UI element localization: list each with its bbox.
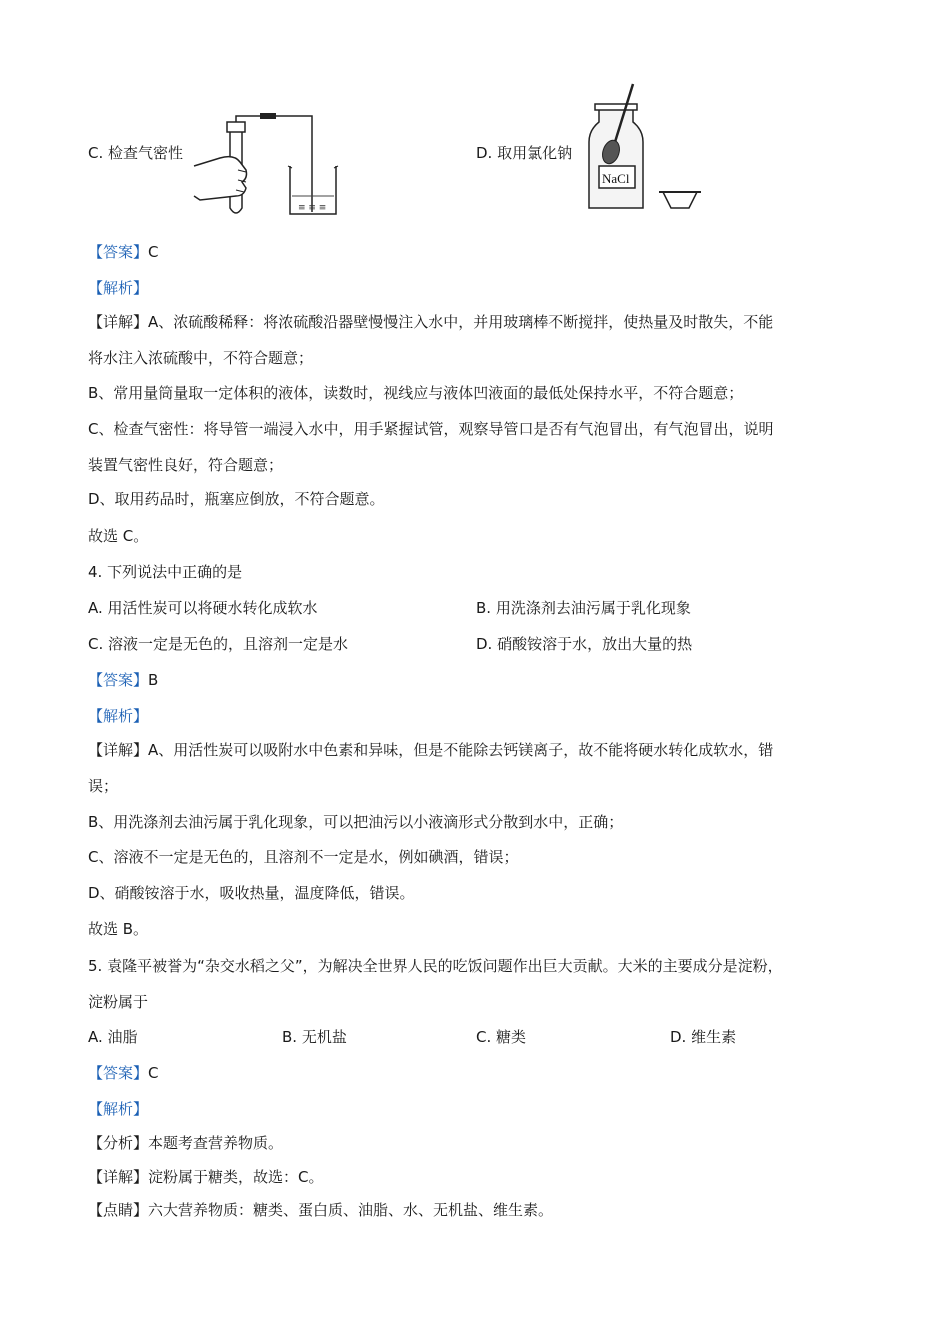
q5-analysis-tag: 【解析】	[88, 1100, 149, 1118]
q3-answer: 【答案】C	[88, 243, 159, 261]
q3-conclusion: 故选 C。	[88, 527, 149, 545]
q5-answer: 【答案】C	[88, 1064, 159, 1082]
q4-conclusion: 故选 B。	[88, 920, 149, 938]
q4-detail-line: 【详解】A、用活性炭可以吸附水中色素和异味，但是不能除去钙镁离子，故不能将硬水转化成软水，错	[88, 741, 774, 759]
q5-option-d: D. 维生素	[670, 1028, 737, 1046]
q5-analysis-line: 【分析】本题考查营养物质。	[88, 1134, 284, 1152]
q4-detail-line: 误；	[88, 777, 119, 795]
q3-detail-line: D、取用药品时，瓶塞应倒放，不符合题意。	[88, 490, 385, 508]
q4-detail-line: B、用洗涤剂去油污属于乳化现象，可以把油污以小液滴形式分散到水中，正确；	[88, 813, 624, 831]
q5-option-b: B. 无机盐	[282, 1028, 347, 1046]
q5-stem-line: 5. 袁隆平被誉为“杂交水稻之父”，为解决全世界人民的吃饭问题作出巨大贡献。大米的主要成分是淀粉，	[88, 957, 783, 975]
q5-option-a: A. 油脂	[88, 1028, 138, 1046]
q3-detail-line: 【详解】A、浓硫酸稀释：将浓硫酸沿器壁慢慢注入水中，并用玻璃棒不断搅拌，使热量及时散失，不能	[88, 313, 774, 331]
q3-detail-line: C、检查气密性：将导管一端浸入水中，用手紧握试管，观察导管口是否有气泡冒出，有气泡冒出，说明	[88, 420, 774, 438]
q5-stem-line: 淀粉属于	[88, 993, 149, 1011]
q4-option-c: C. 溶液一定是无色的，且溶剂一定是水	[88, 635, 349, 653]
q3-option-d: D. 取用氯化钠	[476, 144, 573, 162]
q4-detail-line: C、溶液不一定是无色的，且溶剂不一定是水，例如碘酒，错误；	[88, 848, 519, 866]
q3-detail-line: B、常用量筒量取一定体积的液体，读数时，视线应与液体凹液面的最低处保持水平，不符合题意；	[88, 384, 744, 402]
q4-stem: 4. 下列说法中正确的是	[88, 563, 243, 581]
q4-option-a: A. 用活性炭可以将硬水转化成软水	[88, 599, 318, 617]
nacl-bottle-figure	[585, 80, 705, 212]
q5-tip-line: 【点睛】六大营养物质：糖类、蛋白质、油脂、水、无机盐、维生素。	[88, 1201, 554, 1219]
q3-option-c: C. 检查气密性	[88, 144, 184, 162]
q5-detail-line: 【详解】淀粉属于糖类，故选：C。	[88, 1168, 324, 1186]
q4-answer: 【答案】B	[88, 671, 159, 689]
q3-detail-line: 装置气密性良好，符合题意；	[88, 456, 284, 474]
q3-detail-line: 将水注入浓硫酸中，不符合题意；	[88, 349, 314, 367]
svg-text:≡ ≡ ≡: ≡ ≡ ≡	[298, 203, 327, 213]
q3-analysis-tag: 【解析】	[88, 279, 149, 297]
nacl-label: NaCl	[602, 171, 630, 186]
q5-option-c: C. 糖类	[476, 1028, 527, 1046]
q4-analysis-tag: 【解析】	[88, 707, 149, 725]
q4-detail-line: D、硝酸铵溶于水，吸收热量，温度降低，错误。	[88, 884, 415, 902]
q4-option-b: B. 用洗涤剂去油污属于乳化现象	[476, 599, 691, 617]
airtightness-apparatus-figure	[190, 108, 340, 220]
q4-option-d: D. 硝酸铵溶于水，放出大量的热	[476, 635, 693, 653]
